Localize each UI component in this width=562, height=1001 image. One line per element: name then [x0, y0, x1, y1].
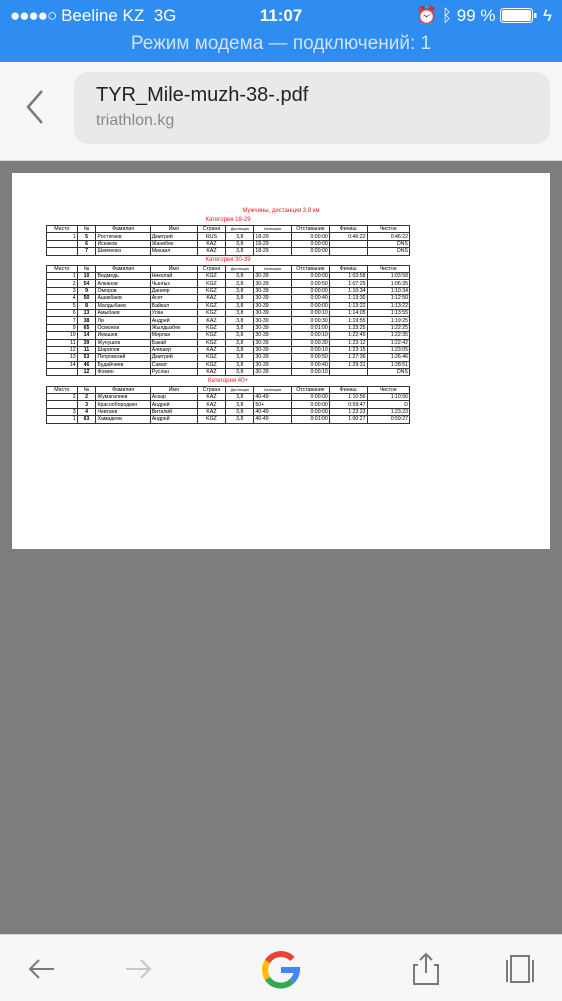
table-cell: 0:01:00 [292, 324, 330, 331]
table-cell: Чевтаев [96, 408, 150, 415]
table-cell: 40-49 [254, 408, 292, 415]
table-cell [47, 240, 78, 247]
table-row [47, 280, 410, 287]
column-header: Имя [150, 226, 197, 233]
column-header: Имя [150, 386, 197, 393]
table-cell: 30-39 [254, 361, 292, 368]
table-row [47, 416, 410, 423]
column-header: Чистое [367, 265, 410, 272]
column-header: Отставание [292, 386, 330, 393]
bluetooth-icon: ᛒ [441, 6, 453, 25]
network-type: 3G [153, 6, 177, 25]
table-row [47, 233, 410, 240]
column-header: Дистанция [226, 226, 254, 233]
table-cell: 3,8 [226, 309, 254, 316]
table-cell: Асет [150, 295, 197, 302]
column-header: Страна [197, 226, 225, 233]
table-cell: 4 [77, 408, 96, 415]
table-cell: Улан [150, 309, 197, 316]
table-cell: 30-39 [254, 317, 292, 324]
column-header: Дистанция [226, 265, 254, 272]
table-cell: Алканов [96, 280, 150, 287]
table-cell: 0:00:10 [292, 346, 330, 353]
table-cell: 3,8 [226, 369, 254, 376]
table-cell: 3,8 [226, 339, 254, 346]
table-cell: 0:00:00 [292, 272, 330, 279]
table-cell: 3,8 [226, 302, 254, 309]
table-cell: 4 [47, 295, 78, 302]
table-cell: 1:10:56 [329, 393, 367, 400]
table-cell: 0:00:40 [292, 361, 330, 368]
table-cell: Ведмедь [96, 272, 150, 279]
table-cell: KAZ [197, 401, 225, 408]
table-cell: 30-39 [254, 287, 292, 294]
table-cell: Искаков [96, 240, 150, 247]
table-cell: KAZ [197, 317, 225, 324]
table-cell: 40-49 [254, 416, 292, 423]
page-host: triathlon.kg [96, 112, 175, 129]
table-cell: KGZ [197, 324, 225, 331]
column-header: Категория [254, 386, 292, 393]
table-cell: 63 [77, 416, 96, 423]
share-icon[interactable] [408, 951, 444, 987]
table-cell: Виталий [150, 408, 197, 415]
table-cell: 1:23:25 [329, 324, 367, 331]
status-right [416, 6, 552, 26]
column-header: № [77, 226, 96, 233]
table-cell: D [367, 401, 410, 408]
table-cell: Амыбаев [96, 309, 150, 316]
status-bar [0, 0, 562, 62]
table-cell [47, 369, 78, 376]
table-cell: Имашев [96, 332, 150, 339]
table-cell: KAZ [197, 240, 225, 247]
table-cell: 13 [47, 354, 78, 361]
table-cell: 3,8 [226, 248, 254, 255]
table-cell: KAZ [197, 369, 225, 376]
table-row [47, 401, 410, 408]
forward-arrow-icon[interactable] [120, 951, 156, 987]
bottom-toolbar [0, 934, 562, 1001]
table-cell: 1:07:25 [329, 280, 367, 287]
battery-icon [500, 8, 538, 23]
table-row [47, 309, 410, 316]
table-cell: KGZ [197, 332, 225, 339]
table-row [47, 354, 410, 361]
table-cell: 0:00:30 [292, 339, 330, 346]
results-table [46, 386, 410, 424]
table-cell: 1 [47, 416, 78, 423]
table-cell: 30-39 [254, 346, 292, 353]
table-cell [47, 401, 78, 408]
table-cell: Шарипов [96, 346, 150, 353]
table-cell: 1:23:23 [329, 408, 367, 415]
column-header: Страна [197, 265, 225, 272]
table-cell: 30-39 [254, 324, 292, 331]
column-header: Место [47, 265, 78, 272]
table-cell: 1:13:30 [329, 295, 367, 302]
table-cell: 13 [77, 309, 96, 316]
table-cell: KGZ [197, 287, 225, 294]
table-cell: 3,8 [226, 416, 254, 423]
table-cell: KGZ [197, 339, 225, 346]
table-cell: Жумагалиев [96, 393, 150, 400]
page-title: TYR_Mile-muzh-38-.pdf [96, 84, 309, 106]
table-row [47, 295, 410, 302]
table-row [47, 332, 410, 339]
table-cell: 1:03:58 [329, 272, 367, 279]
table-cell: Бакай [150, 339, 197, 346]
table-cell: 3,8 [226, 317, 254, 324]
table-cell: Чынгыз [150, 280, 197, 287]
table-cell: Руслан [150, 369, 197, 376]
address-bar[interactable] [74, 72, 550, 144]
table-cell: 11 [47, 339, 78, 346]
table-cell: 3,8 [226, 287, 254, 294]
table-row [47, 408, 410, 415]
results-table [46, 225, 410, 256]
table-cell: 9 [47, 324, 78, 331]
table-cell: Оморов [96, 287, 150, 294]
table-cell: Краснобородкин [96, 401, 150, 408]
table-cell: 3,8 [226, 240, 254, 247]
table-cell: 1:19:25 [367, 317, 410, 324]
table-cell: 1:14:05 [329, 309, 367, 316]
table-cell [329, 369, 367, 376]
table-cell: 1:28:51 [367, 361, 410, 368]
table-cell: 1:19:55 [329, 317, 367, 324]
table-cell: DNS [367, 369, 410, 376]
table-cell: Петровский [96, 354, 150, 361]
table-cell: KGZ [197, 309, 225, 316]
table-cell: 3,8 [226, 324, 254, 331]
column-header: Имя [150, 265, 197, 272]
table-cell: 2 [47, 393, 78, 400]
table-cell: 8 [77, 302, 96, 309]
table-cell: KAZ [197, 248, 225, 255]
results-table [46, 265, 410, 377]
table-row [47, 272, 410, 279]
table-cell: 5 [47, 302, 78, 309]
battery-percent: 99 % [456, 6, 496, 25]
table-cell: Хамадеев [96, 416, 150, 423]
table-cell: Шевченко [96, 248, 150, 255]
table-cell: 3,8 [226, 393, 254, 400]
column-header: Финиш [329, 386, 367, 393]
table-row [47, 302, 410, 309]
table-cell: KAZ [197, 408, 225, 415]
back-arrow-icon[interactable] [24, 951, 60, 987]
table-cell: 0:46:22 [329, 233, 367, 240]
table-cell: 11 [77, 346, 96, 353]
table-cell: 10 [77, 272, 96, 279]
table-cell: 30-39 [254, 369, 292, 376]
category-title: Категория 18-29 [205, 217, 251, 223]
table-cell: 1:13:55 [367, 309, 410, 316]
document-title: Мужчины, дистанция 3,8 км [242, 208, 320, 214]
column-header: № [77, 265, 96, 272]
table-cell: 18-29 [254, 233, 292, 240]
column-header: Фамилия [96, 386, 150, 393]
table-cell: 1:29:31 [329, 361, 367, 368]
table-cell: Аскар [150, 393, 197, 400]
table-cell: 3,8 [226, 272, 254, 279]
table-cell: Жанибек [150, 240, 197, 247]
table-cell: 14 [77, 332, 96, 339]
table-cell: 0:00:00 [292, 408, 330, 415]
google-icon[interactable] [258, 947, 304, 993]
table-cell: 10 [47, 332, 78, 339]
table-cell: 12 [77, 369, 96, 376]
table-cell: Мирлан [150, 332, 197, 339]
table-cell: KGZ [197, 416, 225, 423]
table-cell: 0:59:47 [329, 401, 367, 408]
table-cell: 0:00:50 [292, 280, 330, 287]
table-cell: KAZ [197, 393, 225, 400]
table-cell: Ли [96, 317, 150, 324]
table-cell: 50 [77, 295, 96, 302]
table-cell: 39 [77, 339, 96, 346]
table-cell: 0:00:00 [292, 287, 330, 294]
table-cell: 2 [77, 393, 96, 400]
table-cell: 12 [47, 346, 78, 353]
table-cell: Ашикбаев [96, 295, 150, 302]
table-cell: 1:00:27 [329, 416, 367, 423]
table-cell: 40-49 [254, 393, 292, 400]
column-header: Фамилия [96, 265, 150, 272]
table-cell: 1:10:34 [329, 287, 367, 294]
table-cell: 30-39 [254, 272, 292, 279]
table-cell: Фомин [96, 369, 150, 376]
table-cell: 1:22:25 [367, 324, 410, 331]
back-chevron-icon[interactable] [18, 87, 52, 127]
table-cell: 0:00:00 [292, 393, 330, 400]
table-cell: 1:23:23 [367, 408, 410, 415]
table-cell: 1:22:35 [367, 332, 410, 339]
table-row [47, 361, 410, 368]
table-cell: 0:00:00 [292, 233, 330, 240]
table-cell: 1:03:58 [367, 272, 410, 279]
table-cell: Андрей [150, 317, 197, 324]
table-cell: 50+ [254, 401, 292, 408]
column-header: Место [47, 386, 78, 393]
table-cell: 2 [47, 280, 78, 287]
column-header: Финиш [329, 226, 367, 233]
column-header: Страна [197, 386, 225, 393]
table-row [47, 346, 410, 353]
table-header-row [47, 226, 410, 233]
table-cell: 3,8 [226, 233, 254, 240]
table-row [47, 317, 410, 324]
table-cell: 1:23:05 [367, 346, 410, 353]
column-header: Отставание [292, 265, 330, 272]
column-header: Чистое [367, 386, 410, 393]
table-cell: Дмитрий [150, 233, 197, 240]
table-cell: 1:10:34 [367, 287, 410, 294]
table-cell [47, 248, 78, 255]
table-cell: RUS [197, 233, 225, 240]
carrier-name: Beeline KZ [61, 6, 145, 25]
table-cell: Будайчиев [96, 361, 150, 368]
column-header: Отставание [292, 226, 330, 233]
table-cell: 3,8 [226, 295, 254, 302]
column-header: Категория [254, 226, 292, 233]
table-cell: 6 [77, 240, 96, 247]
table-cell: 53 [77, 354, 96, 361]
table-cell: 3,8 [226, 408, 254, 415]
category-title: Категория 40+ [208, 377, 248, 384]
table-cell: KGZ [197, 280, 225, 287]
table-cell [329, 248, 367, 255]
table-cell: 1:10:56 [367, 393, 410, 400]
table-cell: 30-39 [254, 302, 292, 309]
table-row [47, 324, 410, 331]
table-cell: 1:23:15 [329, 346, 367, 353]
table-cell: 30-39 [254, 354, 292, 361]
table-header-row [47, 386, 410, 393]
table-cell: 3,8 [226, 401, 254, 408]
table-cell: 0:00:30 [292, 317, 330, 324]
category-title: Категория 30-39 [205, 256, 251, 263]
table-header-row [47, 265, 410, 272]
table-cell: 3 [47, 287, 78, 294]
table-cell: DNS [367, 240, 410, 247]
table-cell: 1 [47, 233, 78, 240]
column-header: № [77, 386, 96, 393]
table-cell: Жылдызбек [150, 324, 197, 331]
table-cell: KGZ [197, 361, 225, 368]
table-cell: 0:46:22 [367, 233, 410, 240]
table-cell: 3,8 [226, 354, 254, 361]
column-header: Категория [254, 265, 292, 272]
table-cell: KAZ [197, 295, 225, 302]
table-cell: 14 [47, 361, 78, 368]
alarm-icon: ⏰ [415, 6, 438, 25]
table-cell: 54 [77, 280, 96, 287]
column-header: Место [47, 226, 78, 233]
table-cell: 0:00:00 [292, 240, 330, 247]
table-row [47, 393, 410, 400]
table-cell [329, 240, 367, 247]
table-cell: Данияр [150, 287, 197, 294]
table-cell: 6 [47, 309, 78, 316]
table-cell: 3,8 [226, 346, 254, 353]
table-cell: 30-39 [254, 295, 292, 302]
table-cell: 1:12:50 [367, 295, 410, 302]
table-cell: 7 [77, 248, 96, 255]
table-cell: 0:00:10 [292, 369, 330, 376]
table-cell: 0:00:00 [292, 302, 330, 309]
table-cell: 30-39 [254, 332, 292, 339]
table-cell: KAZ [197, 346, 225, 353]
table-cell: Андрей [150, 401, 197, 408]
table-cell: Ростягаев [96, 233, 150, 240]
table-cell: 0:00:00 [292, 248, 330, 255]
table-cell: Осмонов [96, 324, 150, 331]
table-cell: 1:13:22 [367, 302, 410, 309]
table-cell: 30-39 [254, 339, 292, 346]
table-cell: Малдыбаев [96, 302, 150, 309]
table-cell: Дмитрий [150, 354, 197, 361]
pdf-page [12, 173, 550, 549]
table-cell: Самат [150, 361, 197, 368]
table-cell: 1:22:42 [367, 339, 410, 346]
table-cell: 1:26:46 [367, 354, 410, 361]
column-header: Финиш [329, 265, 367, 272]
table-cell: 1:22:45 [329, 332, 367, 339]
hotspot-banner[interactable]: Режим модема — подключений: 1 [130, 33, 432, 54]
table-cell: 0:00:50 [292, 354, 330, 361]
table-cell: 5 [77, 233, 96, 240]
table-cell: 30-39 [254, 280, 292, 287]
table-cell: 46 [77, 361, 96, 368]
table-row [47, 339, 410, 346]
table-cell: 3 [47, 408, 78, 415]
table-cell: KGZ [197, 272, 225, 279]
table-cell: 7 [47, 317, 78, 324]
column-header: Чистое [367, 226, 410, 233]
table-cell: 0:00:10 [292, 332, 330, 339]
table-cell: 1 [47, 272, 78, 279]
table-row [47, 240, 410, 247]
table-cell: 0:01:00 [292, 416, 330, 423]
table-cell: Андрей [150, 416, 197, 423]
table-cell: Михаил [150, 248, 197, 255]
table-cell: 1:13:22 [329, 302, 367, 309]
table-cell: 18-29 [254, 248, 292, 255]
table-cell: Жунушов [96, 339, 150, 346]
table-cell: KGZ [197, 354, 225, 361]
table-cell: KGZ [197, 302, 225, 309]
table-cell: 1:27:36 [329, 354, 367, 361]
table-row [47, 287, 410, 294]
browser-header [0, 62, 562, 161]
table-cell: 3,8 [226, 280, 254, 287]
clock: 11:07 [259, 6, 303, 25]
table-cell: 30-39 [254, 309, 292, 316]
table-row [47, 248, 410, 255]
table-cell: 0:00:00 [292, 401, 330, 408]
table-cell: 1:23:12 [329, 339, 367, 346]
table-cell: Николай [150, 272, 197, 279]
column-header: Дистанция [226, 386, 254, 393]
table-cell: 65 [77, 324, 96, 331]
signal-strength-icon: ●●●●○ [10, 6, 57, 25]
table-row [47, 369, 410, 376]
charging-icon: ϟ [543, 6, 552, 25]
table-cell: 3 [77, 401, 96, 408]
table-cell: 3,8 [226, 332, 254, 339]
table-cell: 3,8 [226, 361, 254, 368]
table-cell: 0:59:27 [367, 416, 410, 423]
table-cell: DNS [367, 248, 410, 255]
column-header: Фамилия [96, 226, 150, 233]
tabs-icon[interactable] [502, 951, 538, 987]
table-cell: 18-29 [254, 240, 292, 247]
table-cell: Байкал [150, 302, 197, 309]
table-cell: Алишер [150, 346, 197, 353]
table-cell: 1:06:35 [367, 280, 410, 287]
table-cell: 0:00:10 [292, 309, 330, 316]
table-cell: 38 [77, 317, 96, 324]
table-cell: 0:00:40 [292, 295, 330, 302]
table-cell: 9 [77, 287, 96, 294]
